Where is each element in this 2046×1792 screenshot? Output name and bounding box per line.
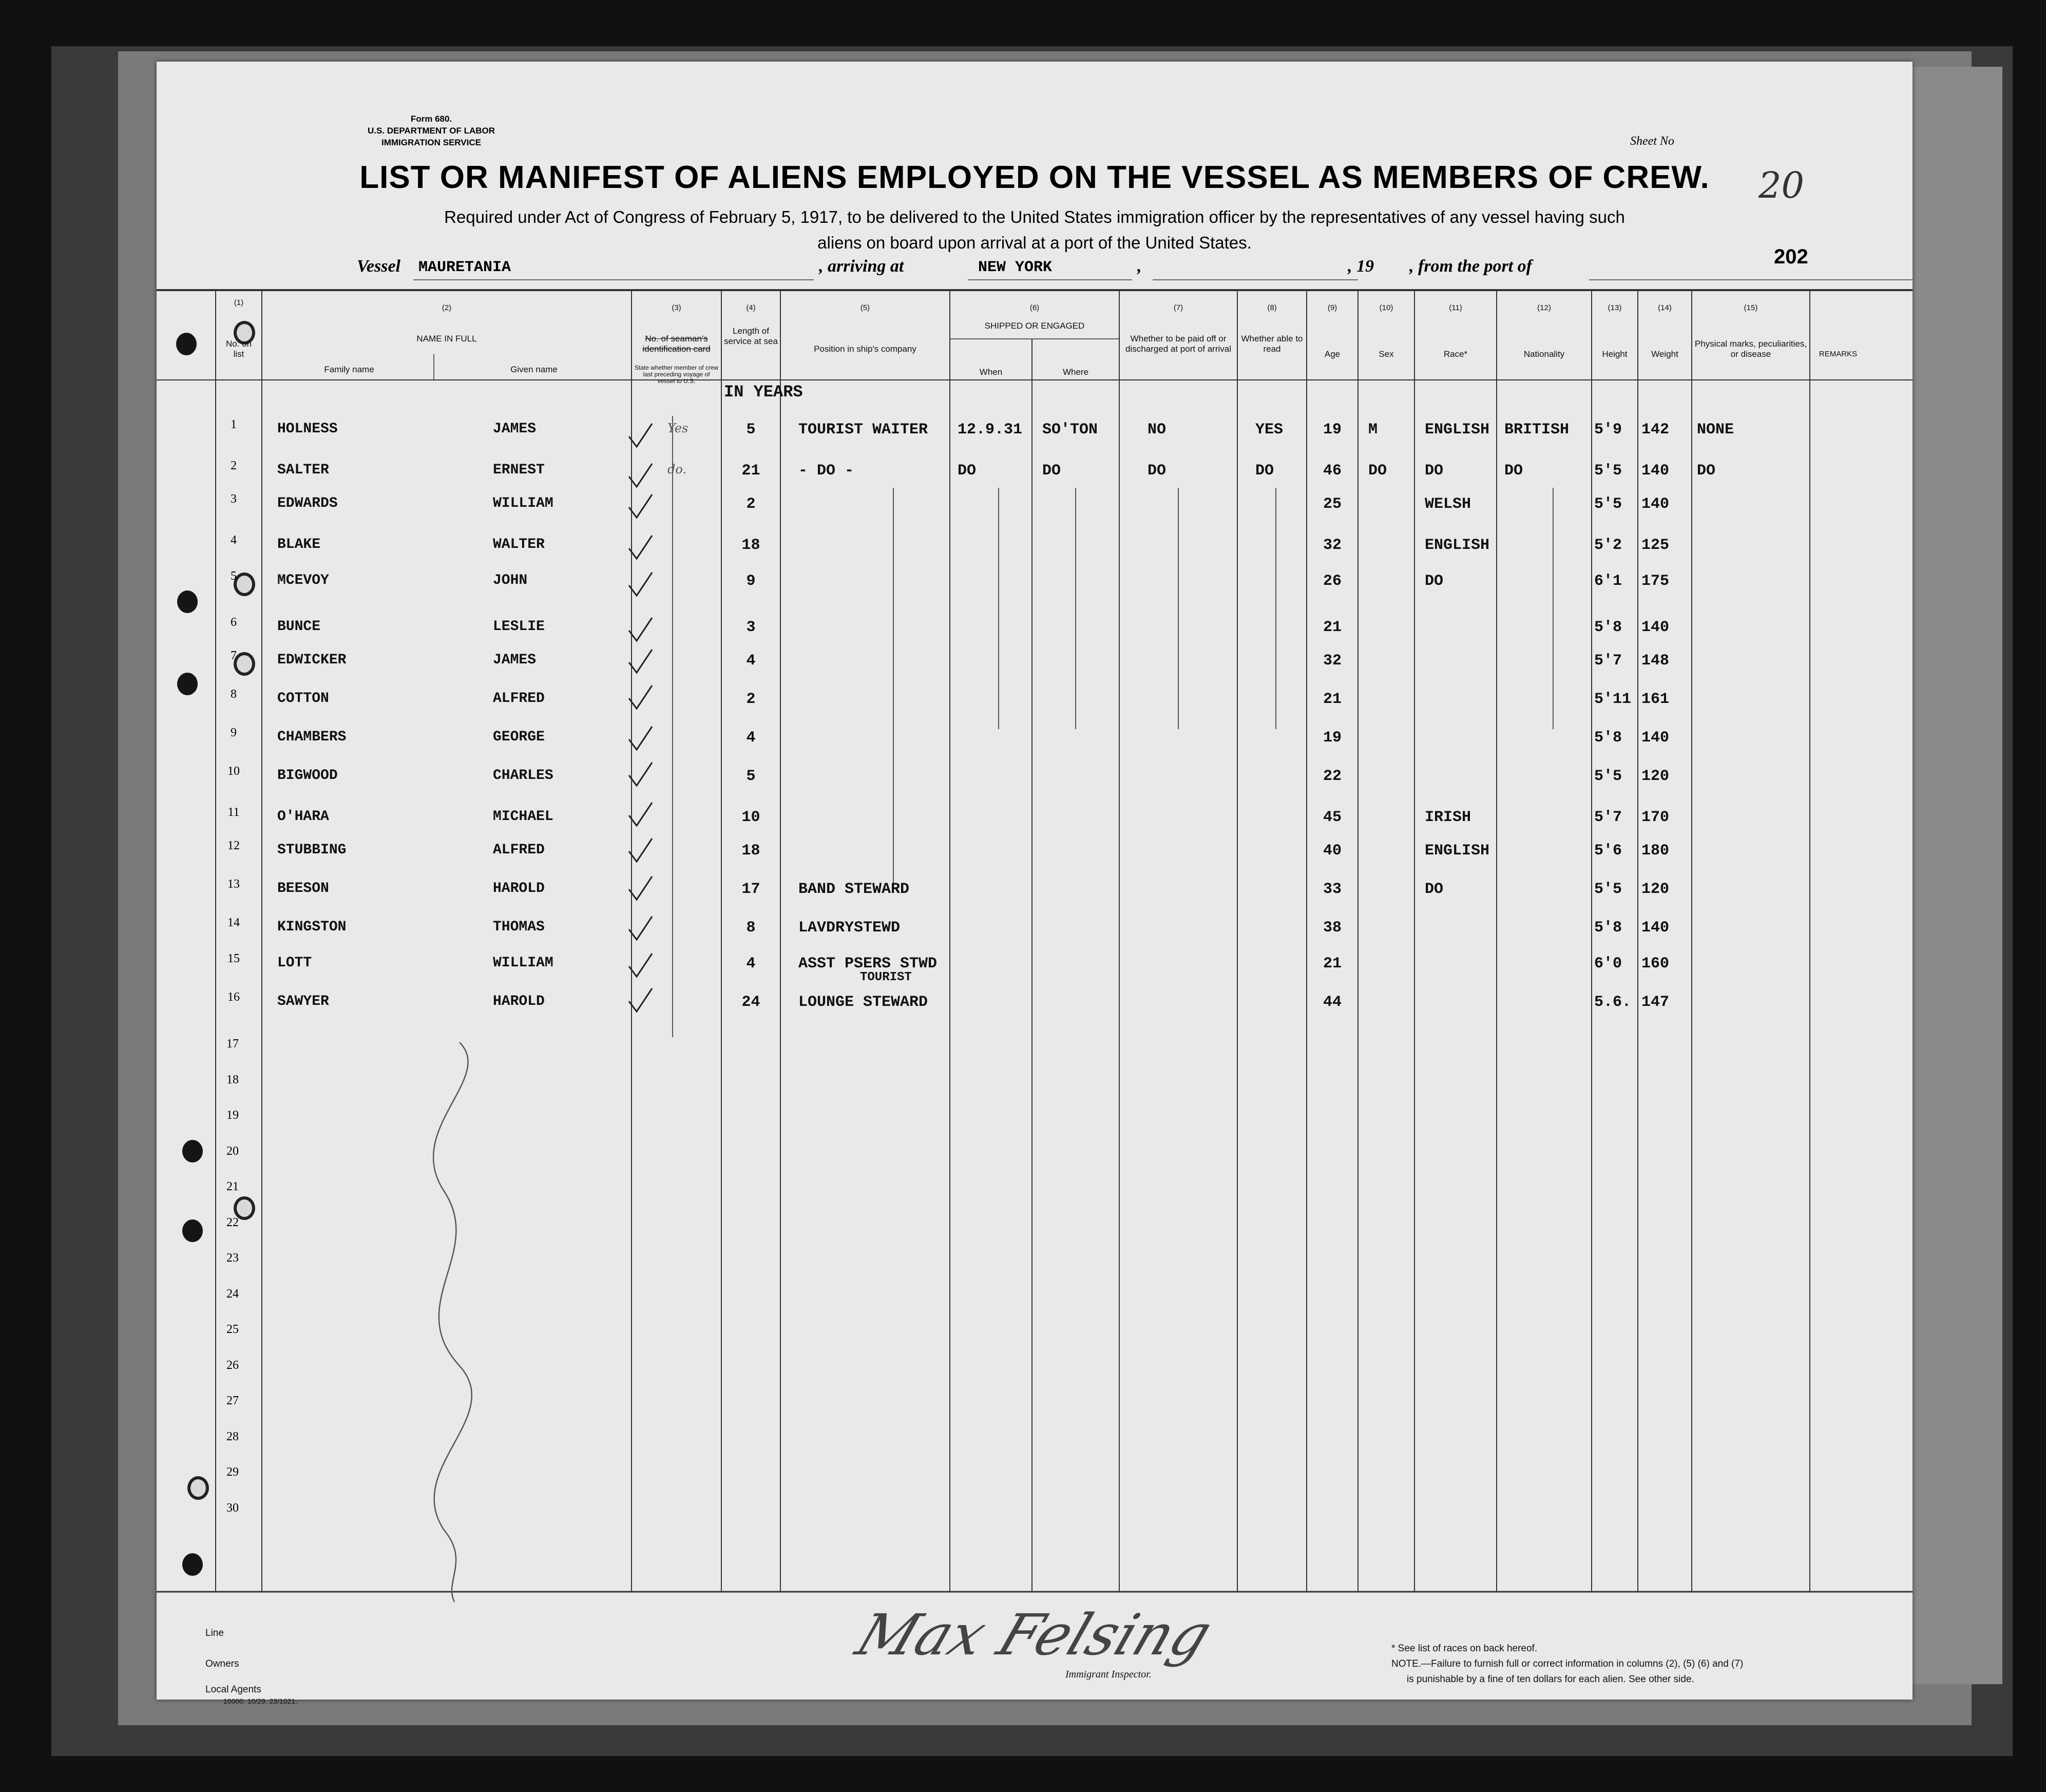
row-no: 5 bbox=[231, 569, 237, 583]
row-race: IRISH bbox=[1425, 809, 1471, 826]
row-position: LOUNGE STEWARD bbox=[798, 994, 928, 1011]
col2-number: (2) bbox=[442, 303, 452, 312]
row-age: 25 bbox=[1323, 495, 1342, 513]
row-race: ENGLISH bbox=[1425, 421, 1490, 439]
row-weight: 125 bbox=[1641, 537, 1670, 554]
col4-header: Length of service at sea bbox=[724, 326, 778, 346]
row-marks: NONE bbox=[1697, 421, 1734, 439]
footer-note-fine: NOTE.—Failure to furnish full or correct information in columns (2), (5) (6) and (7) bbox=[1391, 1658, 1744, 1669]
col3-header-b: State whether member of crew last preceding voyage of vessel to U.S. bbox=[634, 364, 719, 385]
col1-header: No. on list bbox=[225, 339, 252, 359]
row-years: 24 bbox=[741, 994, 760, 1011]
empty-row-number: 28 bbox=[226, 1429, 239, 1443]
row-age: 32 bbox=[1323, 652, 1342, 670]
row-years: 8 bbox=[746, 919, 756, 937]
row-height: 5'2 bbox=[1594, 537, 1622, 554]
row-age: 45 bbox=[1323, 809, 1342, 826]
row-family: EDWARDS bbox=[277, 495, 338, 511]
row-family: BUNCE bbox=[277, 619, 321, 635]
col5-header: Position in ship's company bbox=[814, 344, 916, 354]
row-no: 16 bbox=[227, 990, 240, 1004]
row-age: 38 bbox=[1323, 919, 1342, 937]
row-years: 4 bbox=[746, 652, 756, 670]
row-years: 17 bbox=[741, 881, 760, 898]
row-marks: DO bbox=[1697, 462, 1716, 480]
row-read: YES bbox=[1255, 421, 1284, 439]
row-family: SAWYER bbox=[277, 994, 329, 1009]
row-family: SALTER bbox=[277, 462, 329, 478]
year-label: , 19 bbox=[1348, 257, 1374, 276]
row-age: 26 bbox=[1323, 573, 1342, 590]
row-years: 5 bbox=[746, 768, 756, 785]
row-age: 22 bbox=[1323, 768, 1342, 785]
row-weight: 180 bbox=[1641, 842, 1670, 860]
row-height: 6'0 bbox=[1594, 955, 1622, 973]
col11-header: Race* bbox=[1443, 349, 1468, 359]
row-years: 3 bbox=[746, 619, 756, 636]
row-family: BEESON bbox=[277, 881, 329, 897]
col8-number: (8) bbox=[1267, 303, 1277, 312]
empty-row-number: 17 bbox=[226, 1037, 239, 1051]
row-weight: 142 bbox=[1641, 421, 1670, 439]
row-position: BAND STEWARD bbox=[798, 881, 910, 898]
subtitle-line: aliens on board upon arrival at a port of the United States. bbox=[817, 233, 1252, 252]
row-where: SO'TON bbox=[1042, 421, 1098, 439]
row-height: 5'8 bbox=[1594, 729, 1622, 747]
row-family: O'HARA bbox=[277, 809, 329, 825]
col12-number: (12) bbox=[1537, 303, 1551, 312]
row-nationality: DO bbox=[1504, 462, 1523, 480]
empty-row-number: 19 bbox=[226, 1109, 239, 1122]
subtitle-line: Required under Act of Congress of February 5, 1917, to be delivered to the United States immigration officer by the representatives of any vessel having such bbox=[444, 207, 1625, 226]
row-weight: 160 bbox=[1641, 955, 1670, 973]
row-position: ASST PSERS STWD bbox=[798, 955, 938, 973]
row-years: 2 bbox=[746, 691, 756, 708]
row-years: 18 bbox=[741, 842, 760, 860]
row-when: DO bbox=[958, 462, 977, 480]
row-height: 5'11 bbox=[1594, 691, 1632, 708]
row-nationality: BRITISH bbox=[1504, 421, 1570, 439]
row-height: 5'5 bbox=[1594, 768, 1622, 785]
empty-row-number: 21 bbox=[226, 1180, 239, 1193]
row-weight: 120 bbox=[1641, 768, 1670, 785]
page-number: 202 bbox=[1774, 245, 1808, 268]
col10-header: Sex bbox=[1379, 349, 1394, 359]
row-given: CHARLES bbox=[493, 768, 553, 784]
empty-row-number: 18 bbox=[226, 1073, 239, 1086]
arriving-label: , arriving at bbox=[819, 257, 904, 276]
col4-unit: IN YEARS bbox=[724, 383, 803, 402]
col3-number: (3) bbox=[672, 303, 681, 312]
form-department: U.S. DEPARTMENT OF LABOR bbox=[367, 126, 495, 136]
row-weight: 140 bbox=[1641, 462, 1670, 480]
row-weight: 170 bbox=[1641, 809, 1670, 826]
col8-header: Whether able to read bbox=[1241, 334, 1303, 354]
row-weight: 161 bbox=[1641, 691, 1670, 708]
row-position: LAVDRYSTEWD bbox=[798, 919, 901, 937]
row-age: 44 bbox=[1323, 994, 1342, 1011]
col6-number: (6) bbox=[1029, 303, 1040, 312]
row-given: LESLIE bbox=[493, 619, 545, 635]
row-no: 2 bbox=[231, 459, 237, 472]
row-family: HOLNESS bbox=[277, 421, 338, 437]
sheet-number-label: Sheet No bbox=[1630, 135, 1674, 148]
row-years: 4 bbox=[746, 955, 756, 973]
row-given: HAROLD bbox=[493, 881, 545, 897]
row-family: MCEVOY bbox=[277, 573, 329, 588]
row-family: BLAKE bbox=[277, 537, 321, 552]
col5-number: (5) bbox=[860, 303, 870, 312]
row-family: KINGSTON bbox=[277, 919, 347, 935]
col6-where-header: Where bbox=[1062, 367, 1089, 377]
row-age: 21 bbox=[1323, 691, 1342, 708]
row-no: 13 bbox=[227, 878, 240, 891]
row-years: 4 bbox=[746, 729, 756, 747]
row-given: ERNEST bbox=[493, 462, 545, 478]
col7-header: Whether to be paid off or discharged at port of arrival bbox=[1125, 334, 1231, 354]
col15-number: (15) bbox=[1744, 303, 1758, 312]
from-port-label: , from the port of bbox=[1409, 257, 1532, 276]
row-weight: 140 bbox=[1641, 619, 1670, 636]
col14-number: (14) bbox=[1658, 303, 1672, 312]
col4-number: (4) bbox=[746, 303, 756, 312]
row-race: DO bbox=[1425, 881, 1444, 898]
row-paid: DO bbox=[1148, 462, 1167, 480]
manifest-sheet bbox=[157, 62, 1913, 1705]
row-age: 21 bbox=[1323, 619, 1342, 636]
row-family: STUBBING bbox=[277, 842, 347, 858]
col15-header: Physical marks, peculiarities, or disease bbox=[1694, 339, 1807, 359]
col3-header-a: No. of seaman's identification card bbox=[642, 334, 711, 354]
row-weight: 148 bbox=[1641, 652, 1670, 670]
form-service: IMMIGRATION SERVICE bbox=[381, 138, 481, 147]
row-no: 15 bbox=[227, 952, 240, 965]
row-height: 5'7 bbox=[1594, 809, 1622, 826]
row-position-continued: TOURIST bbox=[860, 970, 912, 984]
row-given: JOHN bbox=[493, 573, 528, 588]
row-height: 5'5 bbox=[1594, 495, 1622, 513]
row-race: DO bbox=[1425, 462, 1444, 480]
inspector-signature: Max Felsing bbox=[848, 1602, 1220, 1668]
row-height: 5'7 bbox=[1594, 652, 1622, 670]
empty-row-number: 22 bbox=[226, 1215, 239, 1229]
row-weight: 175 bbox=[1641, 573, 1670, 590]
row-years: 2 bbox=[746, 495, 756, 513]
row-years: 18 bbox=[741, 537, 760, 554]
footer-owners-label: Owners bbox=[205, 1658, 239, 1669]
row-weight: 147 bbox=[1641, 994, 1670, 1011]
row-no: 8 bbox=[231, 688, 237, 701]
row-height: 5'8 bbox=[1594, 619, 1622, 636]
row-no: 14 bbox=[227, 916, 240, 929]
row-height: 5'6 bbox=[1594, 842, 1622, 860]
sheet-number-handwritten: 20 bbox=[1758, 164, 1805, 206]
col2-given-header: Given name bbox=[510, 365, 558, 374]
inspector-label: Immigrant Inspector. bbox=[1065, 1669, 1152, 1680]
col7-number: (7) bbox=[1173, 303, 1183, 312]
row-years: 21 bbox=[741, 462, 760, 480]
row-family: LOTT bbox=[277, 955, 312, 971]
row-family: CHAMBERS bbox=[277, 729, 347, 745]
page-title: LIST OR MANIFEST OF ALIENS EMPLOYED ON THE VESSEL AS MEMBERS OF CREW. bbox=[359, 160, 1710, 195]
row-prev: do. bbox=[667, 462, 687, 476]
col2-header: NAME IN FULL bbox=[416, 334, 477, 344]
row-prev: Yes bbox=[667, 421, 689, 435]
row-given: WALTER bbox=[493, 537, 545, 552]
empty-row-number: 25 bbox=[226, 1323, 239, 1336]
vessel-label: Vessel bbox=[357, 257, 400, 276]
row-years: 5 bbox=[746, 421, 756, 439]
empty-row-number: 30 bbox=[226, 1501, 239, 1515]
row-no: 7 bbox=[231, 649, 237, 662]
row-position: - DO - bbox=[798, 462, 854, 480]
row-age: 19 bbox=[1323, 729, 1342, 747]
row-height: 5'9 bbox=[1594, 421, 1622, 439]
row-height: 6'1 bbox=[1594, 573, 1622, 590]
row-age: 33 bbox=[1323, 881, 1342, 898]
arriving-value: NEW YORK bbox=[978, 259, 1053, 276]
col11-number: (11) bbox=[1449, 303, 1462, 312]
row-no: 4 bbox=[231, 533, 237, 547]
form-number: Form 680. bbox=[410, 114, 452, 124]
row-age: 19 bbox=[1323, 421, 1342, 439]
row-no: 11 bbox=[227, 806, 240, 819]
col1-number: (1) bbox=[234, 298, 244, 307]
row-race: WELSH bbox=[1425, 495, 1471, 513]
row-race: ENGLISH bbox=[1425, 537, 1490, 554]
row-when: 12.9.31 bbox=[958, 421, 1023, 439]
row-height: 5.6. bbox=[1594, 994, 1632, 1011]
row-given: ALFRED bbox=[493, 691, 545, 707]
row-weight: 140 bbox=[1641, 495, 1670, 513]
row-paid: NO bbox=[1148, 421, 1167, 439]
footer-agents-label: Local Agents bbox=[205, 1684, 261, 1695]
row-no: 3 bbox=[231, 492, 237, 506]
row-sex: M bbox=[1368, 421, 1378, 439]
footer-print-code: 10000. 10/29. 23/1021. bbox=[223, 1697, 298, 1705]
row-no: 1 bbox=[231, 418, 237, 431]
col14-header: Weight bbox=[1651, 349, 1678, 359]
row-no: 10 bbox=[227, 765, 240, 778]
row-given: WILLIAM bbox=[493, 495, 553, 511]
footer-line-label: Line bbox=[205, 1628, 224, 1638]
row-family: BIGWOOD bbox=[277, 768, 338, 784]
row-given: JAMES bbox=[493, 421, 537, 437]
row-given: GEORGE bbox=[493, 729, 545, 745]
row-no: 6 bbox=[231, 616, 237, 629]
row-family: EDWICKER bbox=[277, 652, 347, 668]
row-years: 9 bbox=[746, 573, 756, 590]
row-race: DO bbox=[1425, 573, 1444, 590]
empty-row-number: 23 bbox=[226, 1251, 239, 1265]
footer-note-races: * See list of races on back hereof. bbox=[1391, 1643, 1538, 1654]
row-height: 5'5 bbox=[1594, 881, 1622, 898]
col16-header: REMARKS bbox=[1819, 350, 1858, 358]
col9-header: Age bbox=[1324, 349, 1341, 359]
row-weight: 140 bbox=[1641, 729, 1670, 747]
comma: , bbox=[1137, 257, 1142, 276]
row-where: DO bbox=[1042, 462, 1061, 480]
footer-note-fine-cont: is punishable by a fine of ten dollars for each alien. See other side. bbox=[1407, 1674, 1694, 1685]
empty-row-number: 24 bbox=[226, 1287, 239, 1301]
empty-row-number: 27 bbox=[226, 1394, 239, 1407]
row-given: MICHAEL bbox=[493, 809, 553, 825]
col10-number: (10) bbox=[1379, 303, 1393, 312]
row-weight: 120 bbox=[1641, 881, 1670, 898]
row-no: 12 bbox=[227, 839, 240, 852]
row-weight: 140 bbox=[1641, 919, 1670, 937]
row-race: ENGLISH bbox=[1425, 842, 1490, 860]
empty-row-number: 29 bbox=[226, 1465, 239, 1479]
row-age: 46 bbox=[1323, 462, 1342, 480]
row-height: 5'5 bbox=[1594, 462, 1622, 480]
col6-when-header: When bbox=[979, 367, 1003, 377]
col6-header: SHIPPED OR ENGAGED bbox=[984, 321, 1085, 331]
row-age: 40 bbox=[1323, 842, 1342, 860]
empty-row-number: 26 bbox=[226, 1358, 239, 1372]
empty-row-number: 20 bbox=[226, 1144, 239, 1158]
row-given: JAMES bbox=[493, 652, 537, 668]
row-sex: DO bbox=[1368, 462, 1387, 480]
col13-number: (13) bbox=[1608, 303, 1622, 312]
col13-header: Height bbox=[1602, 349, 1628, 359]
row-age: 32 bbox=[1323, 537, 1342, 554]
row-height: 5'8 bbox=[1594, 919, 1622, 937]
row-years: 10 bbox=[741, 809, 760, 826]
col12-header: Nationality bbox=[1523, 349, 1565, 359]
vessel-value: MAURETANIA bbox=[418, 259, 511, 276]
row-no: 9 bbox=[231, 726, 237, 739]
row-age: 21 bbox=[1323, 955, 1342, 973]
row-given: WILLIAM bbox=[493, 955, 553, 971]
row-read: DO bbox=[1255, 462, 1274, 480]
row-given: ALFRED bbox=[493, 842, 545, 858]
col9-number: (9) bbox=[1327, 303, 1337, 312]
row-family: COTTON bbox=[277, 691, 329, 707]
row-given: HAROLD bbox=[493, 994, 545, 1009]
col2-family-header: Family name bbox=[324, 365, 374, 374]
row-given: THOMAS bbox=[493, 919, 545, 935]
row-position: TOURIST WAITER bbox=[798, 421, 928, 439]
